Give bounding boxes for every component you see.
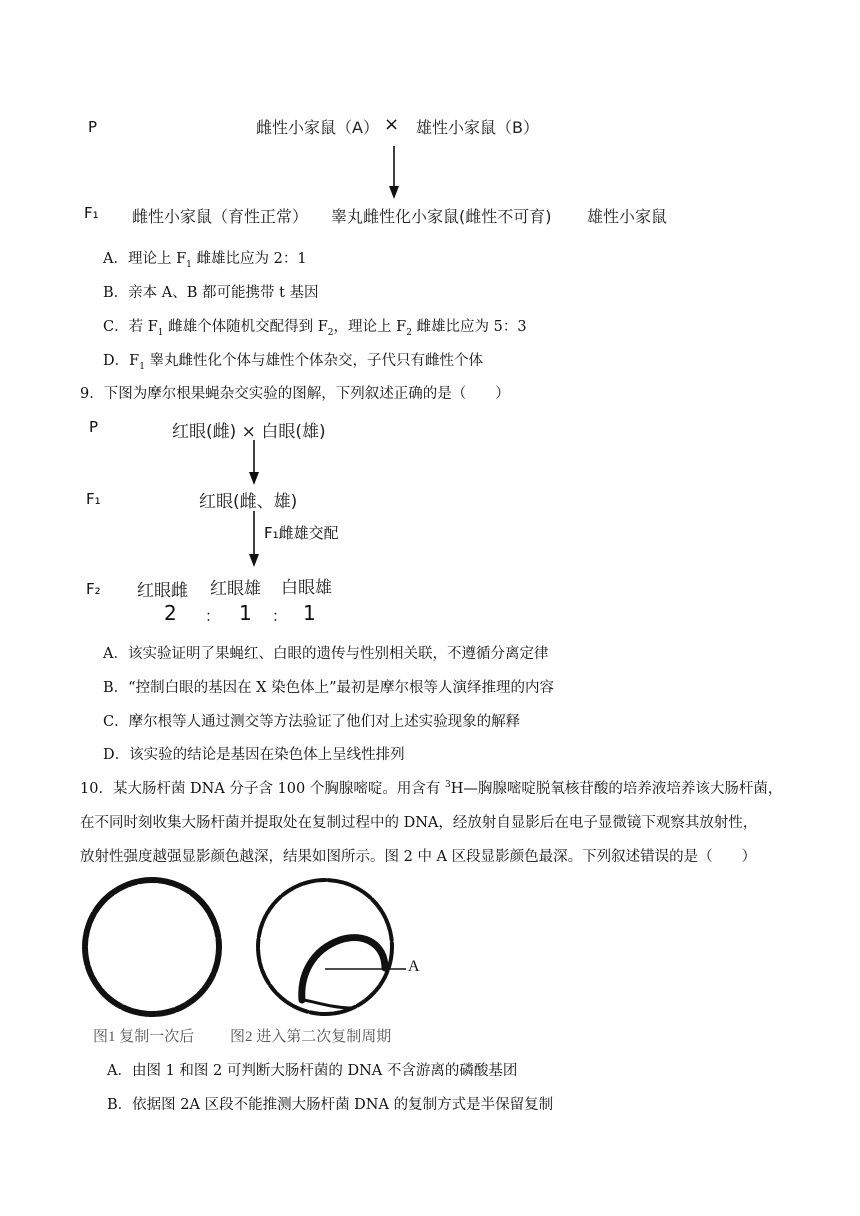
q9-f2-ratio-2: 1 [239, 601, 252, 625]
q9-option-a [103, 642, 548, 663]
fig2-caption: 图2 进入第二次复制周期 [230, 1029, 392, 1045]
q9-f1-cross-note: F₁雌雄交配 [264, 524, 339, 542]
subscript: 1 [157, 327, 164, 338]
stem-text: H—胸腺嘧啶脱氧核苷酸的培养液培养该大肠杆菌， [450, 781, 783, 797]
q9-f2-item-1: 红眼雌 [137, 581, 188, 601]
q9-f2-ratio-sep-1: ： [205, 607, 221, 625]
q8-option-a [103, 247, 307, 270]
q8-f1-item-1: 雌性小家鼠（育性正常） [132, 207, 309, 226]
fig2-replication-bubble [302, 938, 385, 1008]
q9-f2-ratio-1: 2 [164, 601, 177, 625]
option-letter: B． [103, 285, 129, 301]
option-text: 雌雄比应为 2：1 [191, 251, 307, 267]
option-text: 亲本 A、B 都可能携带 t 基因 [128, 285, 319, 301]
q8-f1-item-3: 雄性小家鼠 [587, 207, 668, 226]
option-letter: D． [103, 353, 130, 369]
q9-option-b [103, 676, 554, 697]
q8-parent-male: 雄性小家鼠（B） [416, 118, 539, 137]
q10-option-a [107, 1059, 517, 1080]
q9-f2-item-3: 白眼雄 [281, 578, 332, 598]
q9-arrow-p-to-f1 [249, 440, 259, 485]
fig1-dna-circle [85, 880, 219, 1014]
q8-option-d [103, 349, 483, 372]
q8-cross-arrow [389, 146, 399, 199]
q9-f2-ratio-3: 1 [303, 601, 316, 625]
option-text: 由图 1 和图 2 可判断大肠杆菌的 DNA 不含游离的磷酸基团 [131, 1063, 518, 1079]
option-letter: C． [103, 714, 129, 730]
option-letter: D． [103, 747, 130, 763]
option-letter: A． [103, 251, 128, 267]
q9-option-c [103, 710, 520, 731]
option-text: 若 F [128, 319, 158, 335]
q9-p-cross: 红眼(雌) × 白眼(雄) [172, 422, 326, 442]
option-text: F [129, 353, 140, 369]
q9-f2-item-2: 红眼雄 [210, 579, 261, 599]
q10-option-b [107, 1093, 553, 1114]
option-text: 雌雄个体随机交配得到 F [163, 319, 328, 335]
q8-option-c [103, 315, 527, 338]
option-letter: A． [107, 1063, 132, 1079]
subscript: 2 [327, 327, 334, 338]
option-text: 理论上 F [127, 251, 187, 267]
option-text: 依据图 2A 区段不能推测大肠杆菌 DNA 的复制方式是半保留复制 [132, 1097, 554, 1113]
option-letter: C． [103, 319, 129, 335]
q9-f1-text: 红眼(雌、雄) [199, 492, 298, 512]
q8-parent-female: 雌性小家鼠（A） [256, 118, 379, 137]
q8-p-label: P [88, 118, 98, 136]
option-letter: A． [103, 646, 128, 662]
subscript: 1 [186, 259, 192, 270]
q10-stem-line-2: 在不同时刻收集大肠杆菌并提取处在复制过程中的 DNA，经放射自显影后在电子显微镜下观察其放射性， [80, 815, 758, 831]
option-text: “控制白眼的基因在 X 染色体上”最初是摩尔根等人演绎推理的内容 [128, 680, 555, 696]
q9-f2-label: F₂ [86, 580, 101, 598]
q8-f1-label: F₁ [84, 204, 99, 222]
q8-f1-item-2: 睾丸雌性化小家鼠(雌性不可育) [331, 207, 552, 226]
option-text: ，理论上 F [333, 319, 407, 335]
q10-stem-line-1 [80, 777, 782, 798]
q8-cross-symbol: × [384, 114, 400, 135]
option-text: 该实验的结论是基因在染色体上呈线性排列 [129, 747, 405, 763]
option-text: 该实验证明了果蝇红、白眼的遗传与性别相关联，不遵循分离定律 [127, 646, 549, 662]
q9-p-label: P [89, 418, 99, 436]
subscript: 2 [406, 327, 412, 338]
option-text: 摩尔根等人通过测交等方法验证了他们对上述实验现象的解释 [128, 714, 521, 730]
option-letter: B． [107, 1097, 133, 1113]
option-text: 雌雄比应为 5：3 [411, 319, 527, 335]
q9-stem: 9．下图为摩尔根果蝇杂交实验的图解，下列叙述正确的是（ ） [80, 386, 510, 402]
q9-arrow-f1-to-f2 [249, 511, 259, 567]
superscript: 3 [444, 780, 451, 791]
option-letter: B． [103, 680, 129, 696]
fig1-caption: 图1 复制一次后 [93, 1029, 195, 1045]
q9-f1-label: F₁ [86, 490, 101, 508]
q10-stem-line-3: 放射性强度越强显影颜色越深，结果如图所示。图 2 中 A 区段显影颜色最深。下列叙述错误的是（ ） [80, 849, 757, 865]
q8-option-b [103, 281, 319, 302]
option-text: 睾丸雌性化个体与雄性个体杂交，子代只有雌性个体 [144, 353, 484, 369]
fig2-label-a: A [408, 958, 420, 975]
q9-f2-ratio-sep-2: ： [272, 607, 288, 625]
q9-option-d [103, 743, 405, 764]
stem-text: 10．某大肠杆菌 DNA 分子含 100 个胸腺嘧啶。用含有 [80, 781, 445, 797]
subscript: 1 [139, 361, 145, 372]
